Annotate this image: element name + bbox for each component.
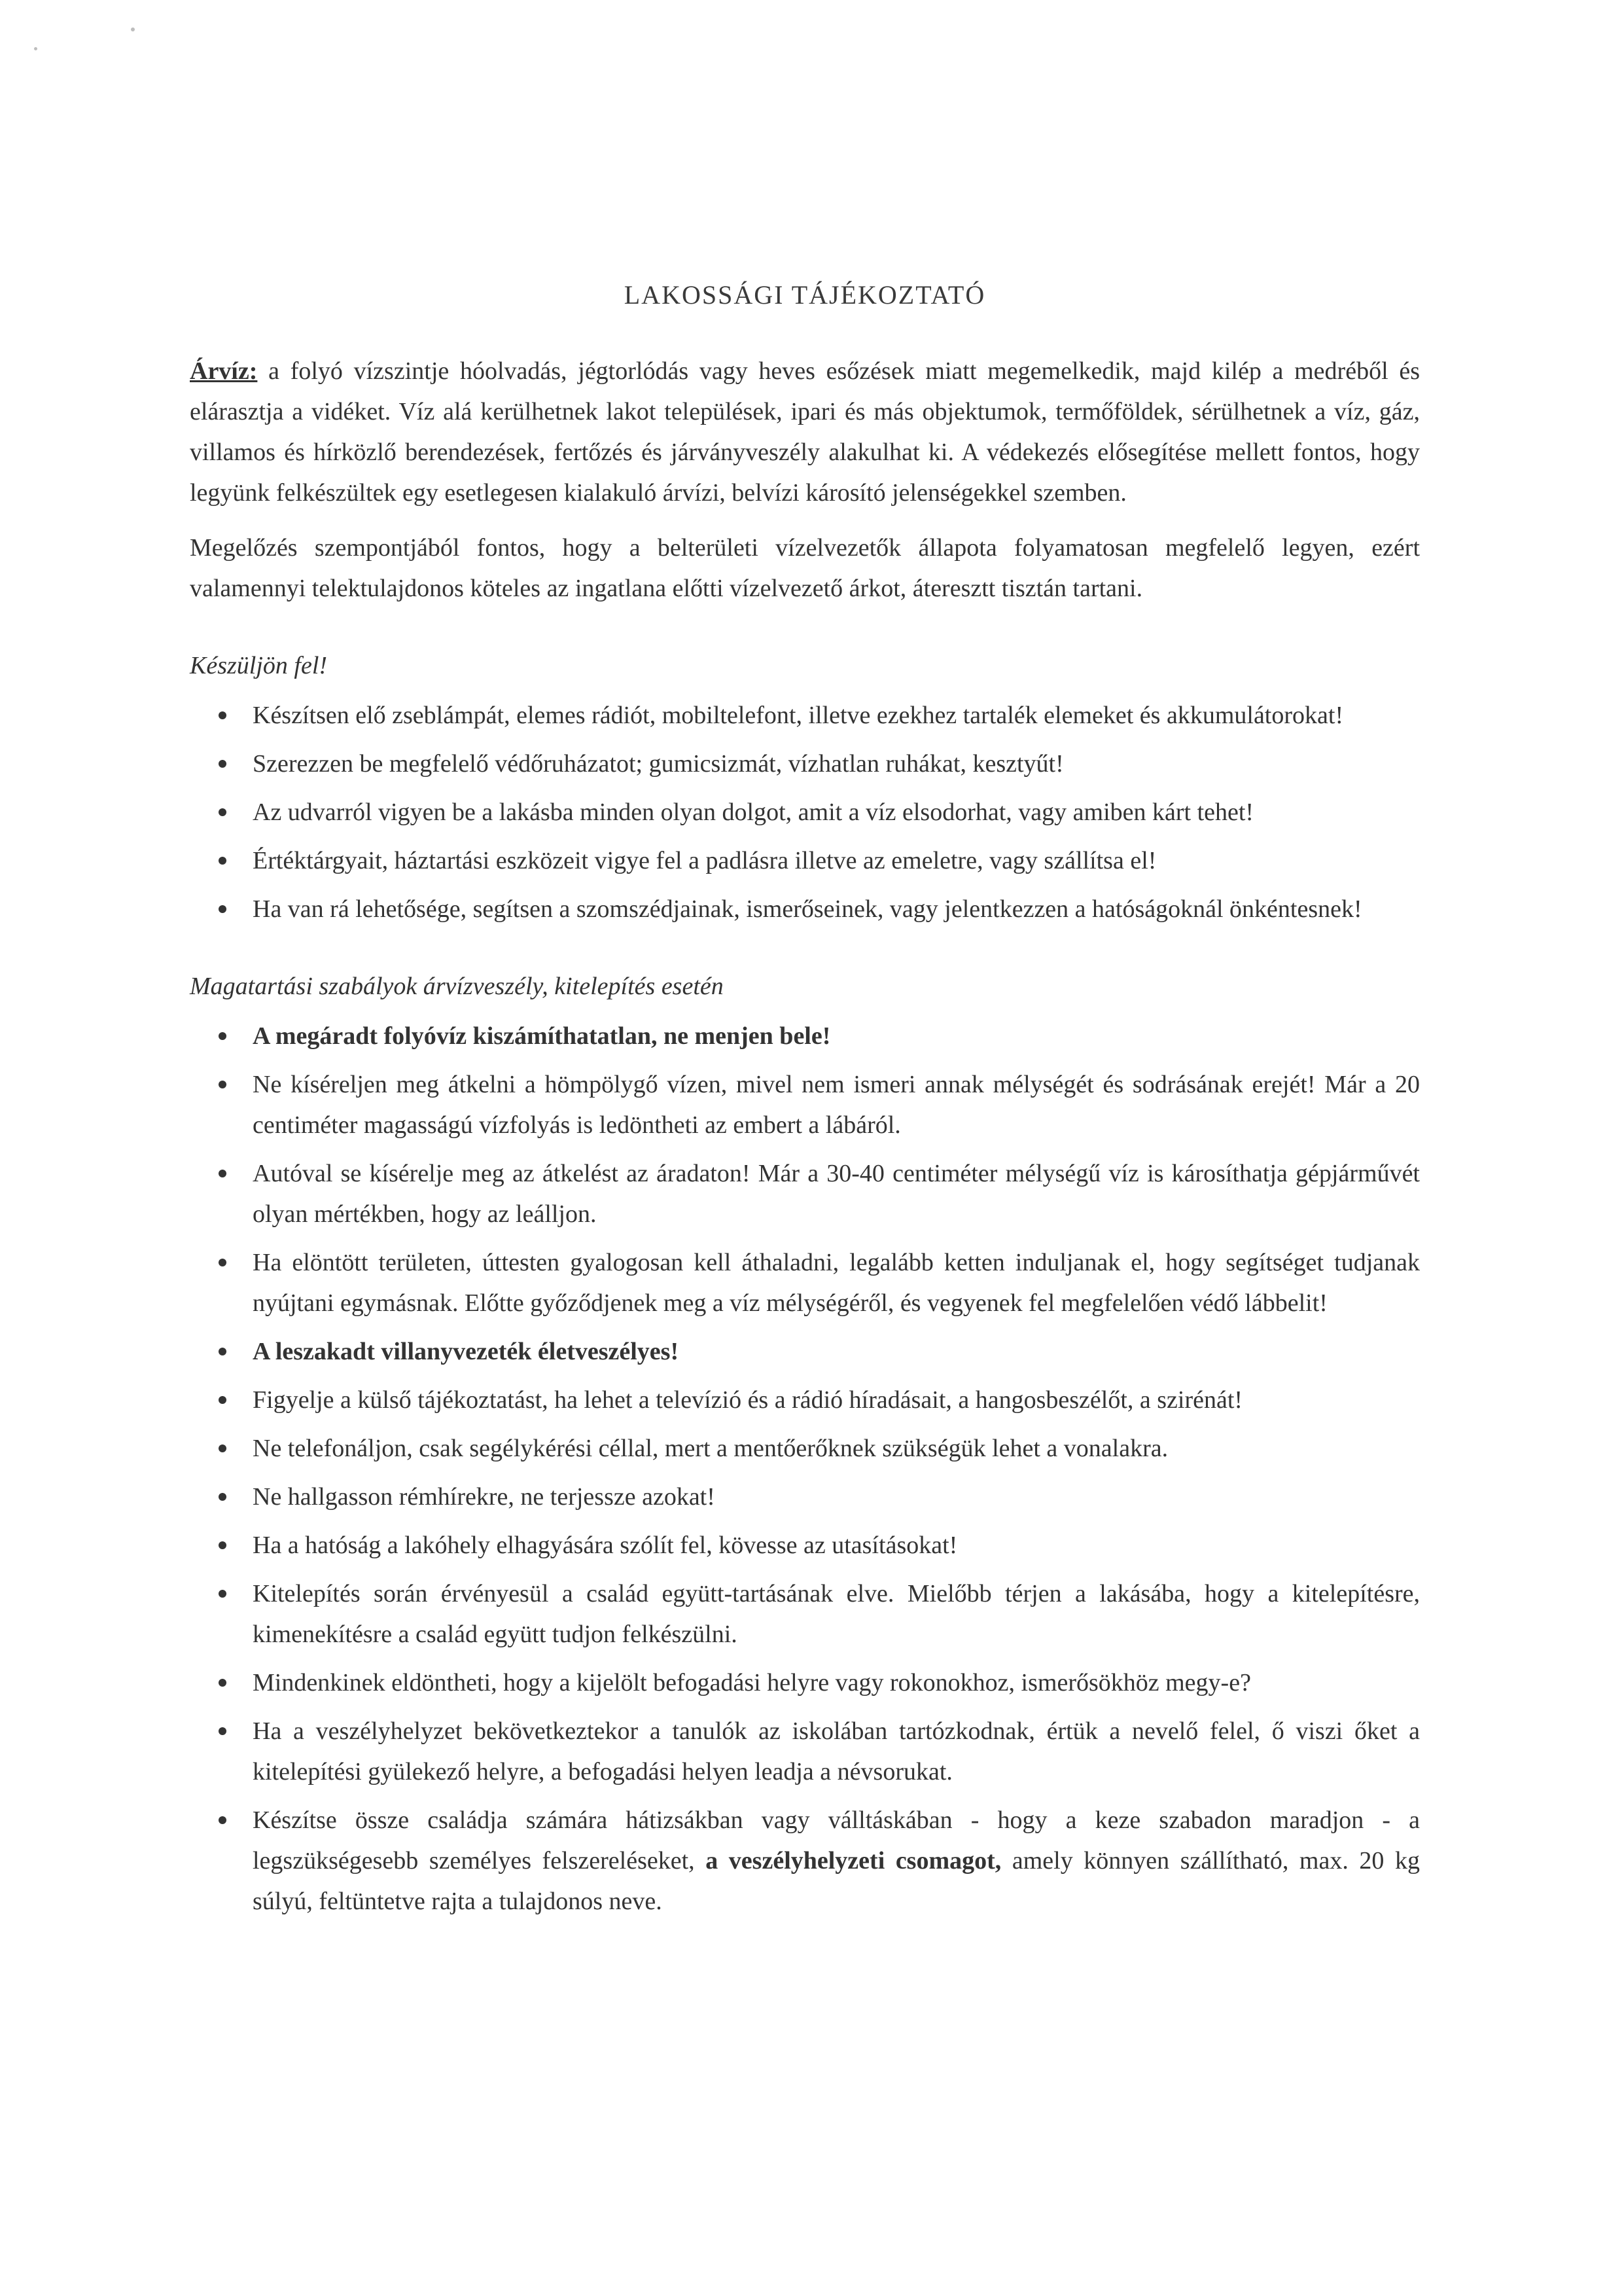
bullet-icon — [219, 1525, 228, 1566]
rules-heading: Magatartási szabályok árvízveszély, kitelepítés esetén — [190, 973, 724, 1000]
document-page — [190, 249, 1420, 1929]
list-item-text: Mindenkinek eldöntheti, hogy a kijelölt befogadási helyre vagy rokonokhoz, ismerősökhöz megy-e? — [253, 1669, 1251, 1696]
emergency-package-term: a veszélyhelyzeti csomagot, — [705, 1847, 1002, 1874]
bullet-icon — [219, 1711, 228, 1751]
list-item-text: Ne hallgasson rémhírekre, ne terjessze azokat! — [253, 1483, 715, 1511]
bullet-icon — [219, 1064, 228, 1105]
list-item-text: Ha a veszélyhelyzet bekövetkeztekor a tanulók az iskolában tartózkodnak, értük a nevelő felel, ő viszi őket a kitelepítési gyülekező helyre, a befogadási helyen leadja a névsorukat. — [253, 1717, 1420, 1785]
list-item — [190, 1153, 1420, 1234]
bullet-icon — [219, 840, 228, 881]
list-item-text: Készítsen elő zseblámpát, elemes rádiót, mobiltelefont, illetve ezekhez tartalék elemeket és akkumulátorokat! — [253, 702, 1344, 729]
list-item — [190, 1380, 1420, 1420]
bullet-icon — [219, 1477, 228, 1517]
prevention-paragraph: Megelőzés szempontjából fontos, hogy a belterületi vízelvezetők állapota folyamatosan megfelelő legyen, ezért valamennyi telektulajdonos köteles az ingatlana előtti vízelvezető árkot, áteresztt tisztán tartani. — [190, 534, 1420, 602]
bullet-icon — [219, 1153, 228, 1194]
list-item-text: Kitelepítés során érvényesül a család együtt-tartásának elve. Mielőbb térjen a lakásába, hogy a kitelepítésre, kimenekítésre a család együtt tudjon felkészülni. — [253, 1580, 1420, 1648]
bullet-icon — [219, 1573, 228, 1614]
list-item-text-before: Készítse össze családja számára hátizsákban vagy válltáskában - hogy a keze szabadon maradjon - a legszükségesebb személyes felszereléseket, — [253, 1806, 1420, 1874]
bullet-icon — [219, 1380, 228, 1420]
list-item-text: A leszakadt villanyvezeték életveszélyes! — [253, 1338, 679, 1365]
list-item — [190, 1428, 1420, 1469]
list-item-text: Figyelje a külső tájékoztatást, ha lehet a televízió és a rádió híradásait, a hangosbeszélőt, a szirénát! — [253, 1386, 1243, 1414]
list-item-text: Autóval se kísérelje meg az átkelést az áradaton! Már a 30-40 centiméter mélységű víz is károsíthatja gépjárművét olyan mértékben, hogy az leálljon. — [253, 1160, 1420, 1228]
list-item — [190, 792, 1420, 833]
list-item — [190, 1064, 1420, 1145]
list-item-text: Ne telefonáljon, csak segélykérési céllal, mert a mentőerőknek szükségük lehet a vonalakra. — [253, 1435, 1169, 1462]
list-item-text: Ha van rá lehetősége, segítsen a szomszédjainak, ismerőseinek, vagy jelentkezzen a hatóságoknál önkéntesnek! — [253, 895, 1362, 923]
list-item-text: Ha a hatóság a lakóhely elhagyására szólít fel, kövesse az utasításokat! — [253, 1532, 958, 1559]
bullet-icon — [219, 695, 228, 736]
list-item — [190, 840, 1420, 881]
prepare-list — [190, 695, 1420, 929]
rules-list — [190, 1016, 1420, 1922]
prepare-heading: Készüljön fel! — [190, 652, 328, 679]
list-item — [190, 1477, 1420, 1517]
bullet-icon — [219, 792, 228, 833]
bullet-icon — [219, 1662, 228, 1703]
list-item — [190, 1662, 1420, 1703]
list-item-text: Értéktárgyait, háztartási eszközeit vigye fel a padlásra illetve az emeletre, vagy szállítsa el! — [253, 847, 1157, 874]
list-item — [190, 889, 1420, 929]
bullet-icon — [219, 1016, 228, 1056]
bullet-icon — [219, 1428, 228, 1469]
bullet-icon — [219, 744, 228, 784]
list-item — [190, 1525, 1420, 1566]
list-item-text: Az udvarról vigyen be a lakásba minden olyan dolgot, amit a víz elsodorhat, vagy amiben kárt tehet! — [253, 798, 1254, 826]
list-item — [190, 1711, 1420, 1792]
document-title: LAKOSSÁGI TÁJÉKOZTATÓ — [624, 280, 986, 310]
intro-paragraph — [190, 351, 1420, 513]
scan-speck — [34, 47, 37, 50]
list-item-text-after: amely könnyen szállítható, max. 20 kg súlyú, feltüntetve rajta a tulajdonos neve. — [253, 1847, 1420, 1915]
intro-text: a folyó vízszintje hóolvadás, jégtorlódás vagy heves esőzések miatt megemelkedik, majd kilép a medréből és elárasztja a vidéket. Víz alá kerülhetnek lakot települések, ipari és más objektumok, termőföldek, sérülhetnek a víz, gáz, villamos és hírközlő berendezések, fertőzés és járványveszély alakulhat ki. A védekezés elősegítése mellett fontos, hogy legyünk felkészültek egy esetlegesen kialakuló árvízi, belvízi károsító jelenségekkel szemben. — [190, 357, 1420, 507]
intro-term: Árvíz: — [190, 357, 258, 385]
bullet-icon — [219, 1242, 228, 1283]
list-item — [190, 1331, 1420, 1372]
list-item-text: A megáradt folyóvíz kiszámíthatatlan, ne menjen bele! — [253, 1022, 831, 1050]
bullet-icon — [219, 1800, 228, 1840]
list-item-text: Ne kíséreljen meg átkelni a hömpölygő vízen, mivel nem ismeri annak mélységét és sodrásának erejét! Már a 20 centiméter magasságú vízfolyás is ledöntheti az embert a lábáról. — [253, 1071, 1420, 1139]
list-item — [190, 695, 1420, 736]
list-item — [190, 1016, 1420, 1056]
list-item — [190, 1800, 1420, 1922]
list-item — [190, 1242, 1420, 1323]
bullet-icon — [219, 1331, 228, 1372]
list-item — [190, 744, 1420, 784]
scan-speck — [131, 27, 135, 31]
list-item-text: Ha elöntött területen, úttesten gyalogosan kell áthaladni, legalább ketten induljanak el, hogy segítséget tudjanak nyújtani egymásnak. Előtte győződjenek meg a víz mélységéről, és vegyenek fel megfelelően védő lábbelit! — [253, 1249, 1420, 1317]
list-item — [190, 1573, 1420, 1655]
bullet-icon — [219, 889, 228, 929]
list-item-text: Szerezzen be megfelelő védőruházatot; gumicsizmát, vízhatlan ruhákat, kesztyűt! — [253, 750, 1064, 778]
